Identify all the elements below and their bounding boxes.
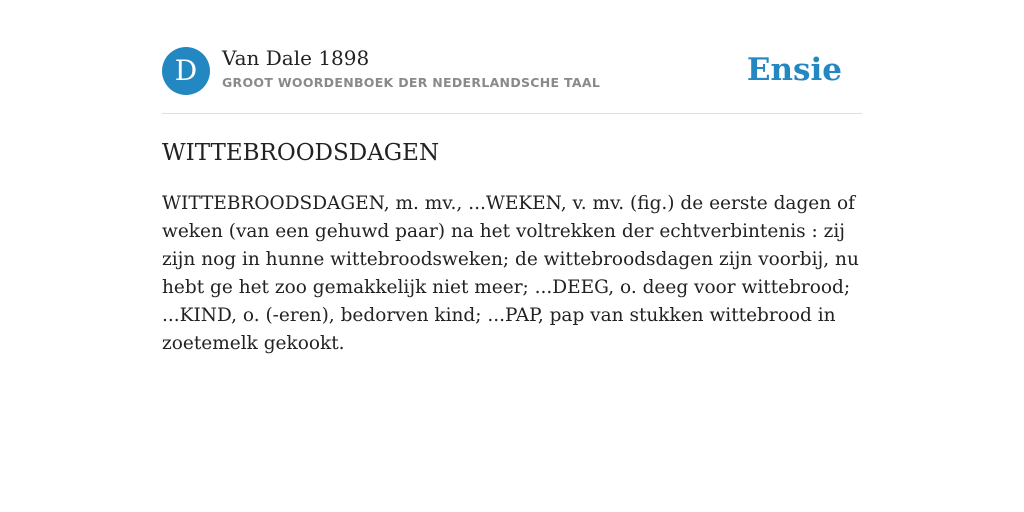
ensie-logo[interactable]: Ensie: [746, 52, 842, 88]
dictionary-title[interactable]: Van Dale 1898: [222, 46, 370, 70]
definition-text: WITTEBROODSDAGEN, m. mv., ...WEKEN, v. mv. (fig.) de eerste dagen of weken (van een gehuwd paar) na het voltrekken der echtverbintenis : zij zijn nog in hunne wittebroodsweken; de wittebroodsdagen zijn voorbij, nu hebt ge het zoo gemakkelijk niet meer; ...DEEG, o. deeg voor wittebrood; ...KIND, o. (-eren), bedorven kind; ...PAP, pap van stukken wittebrood in zoetemelk gekookt.: [162, 193, 859, 354]
dictionary-subtitle: GROOT WOORDENBOEK DER NEDERLANDSCHE TAAL: [222, 75, 601, 90]
page-title: WITTEBROODSDAGEN: [162, 140, 440, 166]
header: [162, 46, 862, 114]
dictionary-logo-icon[interactable]: D: [162, 47, 210, 95]
entry-card: [162, 46, 862, 358]
